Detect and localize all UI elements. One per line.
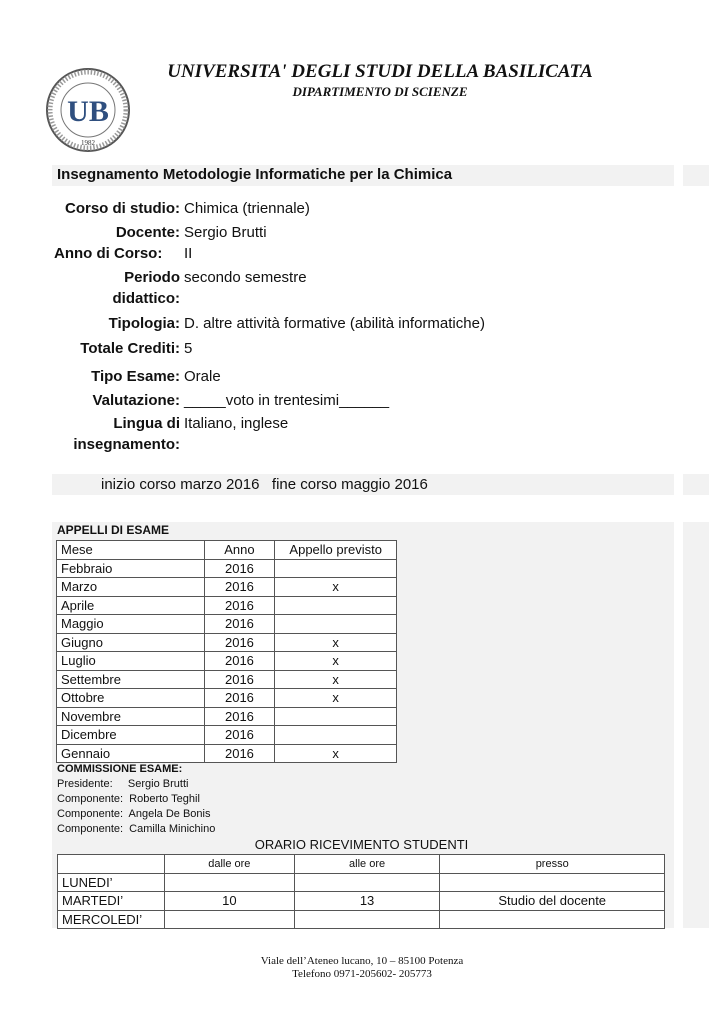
footer-address: Viale dell’Ateneo lucano, 10 – 85100 Potenza (260, 955, 464, 967)
table-row (57, 726, 397, 745)
orario-header-presso: presso (440, 855, 665, 874)
table-row (57, 559, 397, 578)
to-cell: 13 (294, 892, 440, 911)
field-value-valutazione: _____voto in trentesimi______ (184, 392, 390, 409)
from-cell: 10 (164, 892, 294, 911)
table-row (57, 596, 397, 615)
appello-cell: x (275, 578, 397, 597)
commissione-member: Componente: Angela De Bonis (57, 808, 211, 820)
field-label-tipo-esame: Tipo Esame: (91, 368, 180, 385)
day-cell: LUNEDI’ (58, 873, 165, 892)
field-value-docente: Sergio Brutti (184, 224, 267, 241)
table-row (57, 578, 397, 597)
field-label-anno: Anno di Corso: (54, 245, 163, 262)
field-value-lingua: Italiano, inglese (184, 415, 289, 432)
field-value-crediti: 5 (184, 340, 193, 357)
table-row (58, 910, 665, 929)
month-cell: Marzo (57, 578, 205, 597)
month-cell: Maggio (57, 615, 205, 634)
appelli-header-row (57, 541, 397, 560)
commissione-member: Componente: Camilla Minichino (57, 823, 216, 835)
orario-header-alle: alle ore (294, 855, 440, 874)
month-cell: Aprile (57, 596, 205, 615)
field-label-lingua: Lingua di insegnamento: (73, 415, 180, 453)
table-row (57, 652, 397, 671)
orario-header-day (58, 855, 165, 874)
orario-header-dalle: dalle ore (164, 855, 294, 874)
field-label-docente: Docente: (115, 224, 180, 241)
svg-text:UB: UB (67, 95, 109, 128)
to-cell (294, 910, 440, 929)
year-cell: 2016 (204, 670, 275, 689)
table-row (57, 689, 397, 708)
month-cell: Settembre (57, 670, 205, 689)
appello-cell (275, 596, 397, 615)
from-cell (164, 910, 294, 929)
appelli-table (56, 540, 397, 763)
table-row (57, 670, 397, 689)
field-label-tipologia: Tipologia: (108, 315, 180, 332)
appello-cell: x (275, 744, 397, 763)
year-cell: 2016 (204, 615, 275, 634)
footer-phone: Telefono 0971-205602- 205773 (292, 968, 432, 980)
day-cell: MARTEDI’ (58, 892, 165, 911)
appelli-header-appello: Appello previsto (275, 541, 397, 560)
table-row (57, 633, 397, 652)
appello-cell (275, 615, 397, 634)
field-value-tipologia: D. altre attività formative (abilità informatiche) (184, 315, 485, 332)
university-name: UNIVERSITA' DEGLI STUDI DELLA BASILICATA (167, 61, 593, 82)
course-dates: inizio corso marzo 2016 fine corso maggio 2016 (101, 476, 428, 493)
table-row (57, 707, 397, 726)
place-cell: Studio del docente (440, 892, 665, 911)
year-cell: 2016 (204, 726, 275, 745)
year-cell: 2016 (204, 652, 275, 671)
field-value-periodo: secondo semestre (184, 269, 307, 286)
field-label-periodo: Periodo didattico: (112, 269, 180, 307)
appello-cell: x (275, 670, 397, 689)
appello-cell (275, 559, 397, 578)
appelli-title: APPELLI DI ESAME (57, 523, 170, 537)
commissione-member: Componente: Roberto Teghil (57, 793, 200, 805)
appelli-header-mese: Mese (57, 541, 205, 560)
year-cell: 2016 (204, 596, 275, 615)
month-cell: Dicembre (57, 726, 205, 745)
orario-header-row (58, 855, 665, 874)
field-value-tipo-esame: Orale (184, 368, 221, 385)
orario-table (57, 854, 665, 929)
year-cell: 2016 (204, 559, 275, 578)
appello-cell: x (275, 689, 397, 708)
appello-cell: x (275, 633, 397, 652)
place-cell (440, 873, 665, 892)
appello-cell (275, 726, 397, 745)
year-cell: 2016 (204, 744, 275, 763)
university-logo (44, 66, 132, 154)
field-value-anno: II (184, 245, 193, 262)
year-cell: 2016 (204, 578, 275, 597)
appello-cell: x (275, 652, 397, 671)
svg-text:1982: 1982 (81, 139, 95, 147)
day-cell: MERCOLEDI’ (58, 910, 165, 929)
from-cell (164, 873, 294, 892)
year-cell: 2016 (204, 633, 275, 652)
field-label-corso: Corso di studio: (65, 200, 180, 217)
commissione-member: Presidente: Sergio Brutti (57, 778, 189, 790)
appello-cell (275, 707, 397, 726)
field-label-crediti: Totale Crediti: (80, 340, 180, 357)
year-cell: 2016 (204, 707, 275, 726)
year-cell: 2016 (204, 689, 275, 708)
table-row (57, 744, 397, 763)
month-cell: Novembre (57, 707, 205, 726)
month-cell: Gennaio (57, 744, 205, 763)
field-label-valutazione: Valutazione: (92, 392, 180, 409)
field-value-corso: Chimica (triennale) (184, 200, 310, 217)
table-row (58, 873, 665, 892)
commissione-title: COMMISSIONE ESAME: (57, 763, 183, 775)
place-cell (440, 910, 665, 929)
department-name: DIPARTIMENTO DI SCIENZE (292, 84, 468, 99)
to-cell (294, 873, 440, 892)
table-row (57, 615, 397, 634)
month-cell: Giugno (57, 633, 205, 652)
course-title: Insegnamento Metodologie Informatiche per la Chimica (57, 166, 453, 183)
month-cell: Ottobre (57, 689, 205, 708)
month-cell: Luglio (57, 652, 205, 671)
table-row (58, 892, 665, 911)
appelli-header-anno: Anno (204, 541, 275, 560)
month-cell: Febbraio (57, 559, 205, 578)
orario-title: ORARIO RICEVIMENTO STUDENTI (254, 837, 469, 852)
